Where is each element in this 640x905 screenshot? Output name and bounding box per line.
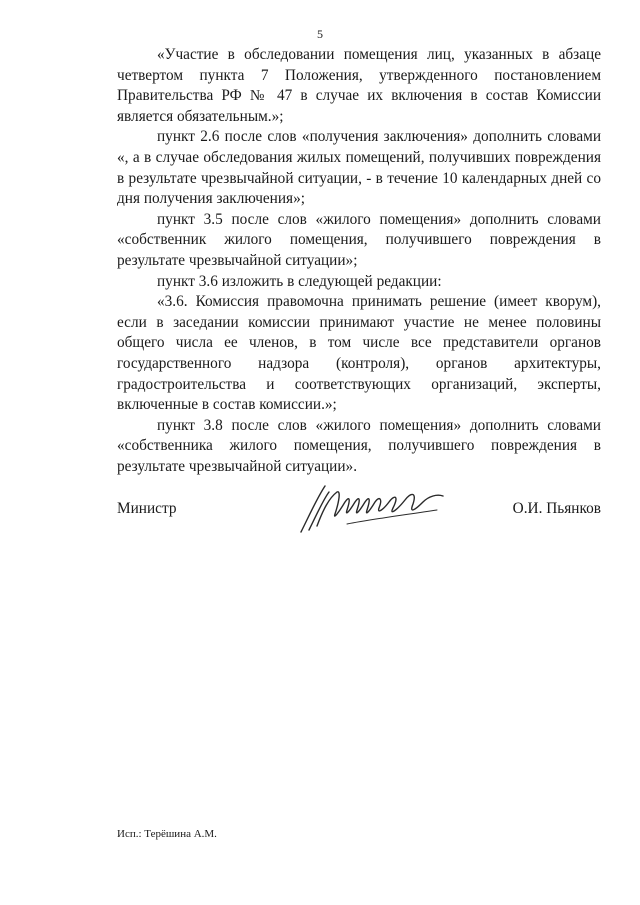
paragraph-4: пункт 3.6 изложить в следующей редакции:	[157, 272, 442, 290]
page-number: 5	[317, 27, 323, 41]
paragraph-5: «3.6. Комиссия правомочна принимать решение (имеет кворум), если в заседании комиссии принимают участие не менее половины общего числа ее членов, в том числе все представители органов государственного надзора (контроля), органов архитектуры, градостроительства и соответствующих организаций, эксперты, включенные в состав комиссии.»;	[117, 293, 601, 414]
signatory-title: Министр	[117, 500, 177, 517]
executor-note: Исп.: Терёшина А.М.	[117, 828, 217, 840]
paragraph-6: пункт 3.8 после слов «жилого помещения» дополнить словами «собственника жилого помещения, получившего повреждения в результате чрезвычайной ситуации».	[117, 416, 601, 475]
handwritten-signature	[287, 480, 457, 538]
signature-block	[117, 480, 601, 540]
paragraph-1: «Участие в обследовании помещения лиц, указанных в абзаце четвертом пункта 7 Положения, утвержденного постановлением Правительства РФ № 47 в случае их включения в состав Комиссии является обязательным.»;	[117, 46, 601, 125]
document-body	[117, 45, 601, 477]
signatory-name: О.И. Пьянков	[512, 500, 601, 517]
paragraph-2: пункт 2.6 после слов «получения заключения» дополнить словами «, а в случае обследования жилых помещений, получивших повреждения в результате чрезвычайной ситуации, - в течение 10 календарных дней со дня получения заключения»;	[117, 128, 601, 208]
paragraph-3: пункт 3.5 после слов «жилого помещения» дополнить словами «собственник жилого помещения, получившего повреждения в результате чрезвычайной ситуации»;	[117, 210, 601, 269]
